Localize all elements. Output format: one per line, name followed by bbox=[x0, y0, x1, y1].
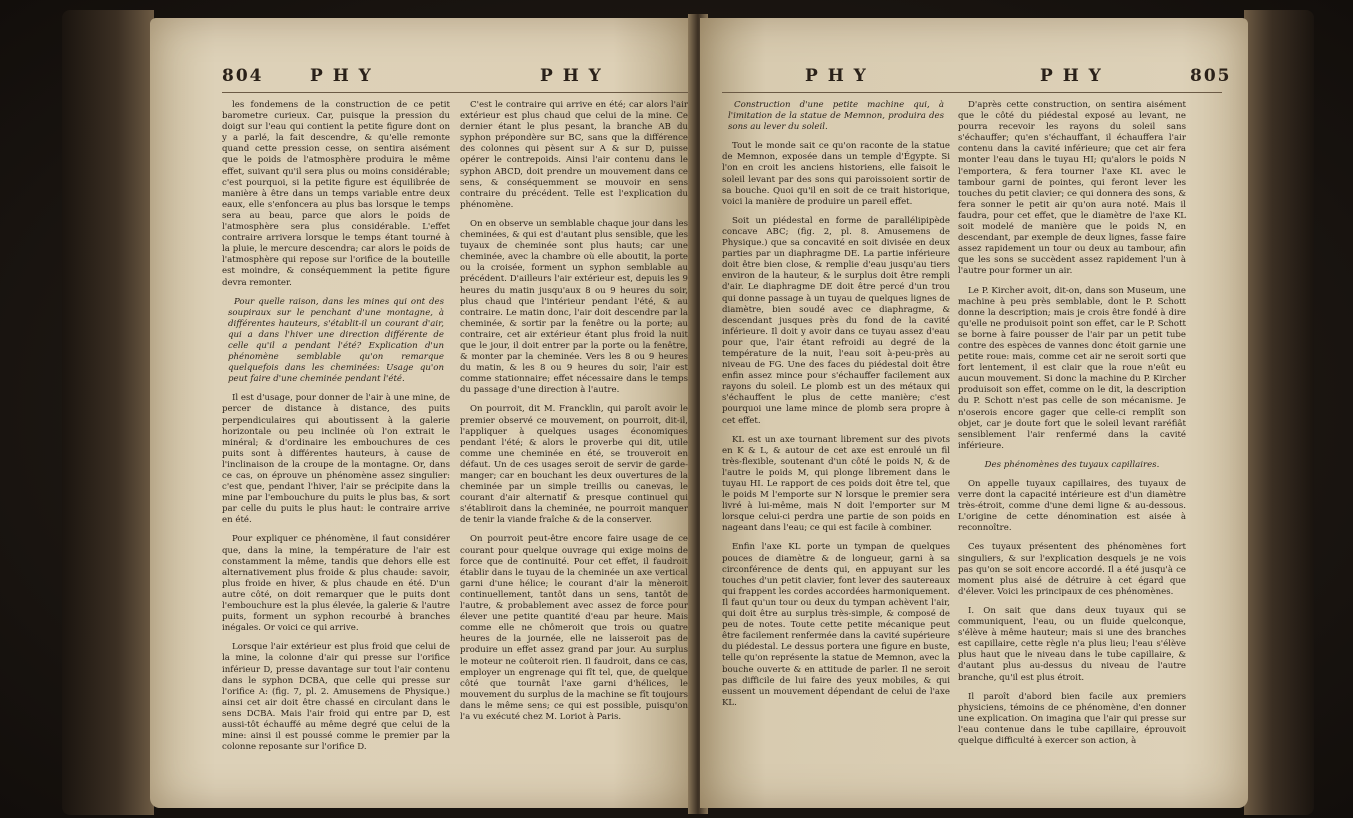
paragraph: I. On sait que dans deux tuyaux qui se communiquent, l'eau, ou un fluide quelconque, s'élève à même hauteur; mais si une des branches est capillaire, cette règle n'a plus lieu; l'eau s'élève plus haut que le niveau dans le tube capillaire, & d'autant plus au-dessus du niveau de l'autre branche, qu'il est plus étroit. bbox=[958, 605, 1186, 683]
paragraph: On pourroit, dit M. Francklin, qui paroît avoir le premier observé ce mouvement, on pourroit, dit-il, l'appliquer à quelques usages économiques pendant l'été; & alors le proverbe qui dit, utile comme une cheminée en été, se trouveroit en défaut. Un de ces usages seroit de servir de garde-manger; car en bouchant les deux ouvertures de la cheminée par un simple treillis ou canevas, le courant d'air alternatif & presque continuel qui s'établiroit dans la cheminée, ne pourroit manquer de tenir la viande fraîche & de la conserver. bbox=[460, 404, 688, 526]
left-page-number: 804 bbox=[222, 66, 264, 86]
paragraph: Le P. Kircher avoit, dit-on, dans son Museum, une machine à peu près semblable, dont le P. Schott donne la description; mais je crois être fondé à dire qu'elle ne produisoit point son effet, car le P. Schott se borne à faire pousser de l'air par un petit tube contre des espèces de vannes donc étoit garnie une petite roue: mais, comme cet air ne seroit sorti que fort lentement, il est clair que la roue n'eût eu aucun mouvement. Si donc la machine du P. Kircher produisoit son effet, comme on le dit, la description du P. Schott n'est pas celle de son mécanisme. Je n'oserois encore gager que celle-ci remplît son objet, car je doute fort que le soleil levant raréfiât sensiblement l'air renfermé dans la cavité inférieure. bbox=[958, 285, 1186, 451]
paragraph: Ces tuyaux présentent des phénomènes fort singuliers, & sur l'explication desquels je ne vois pas qu'on se soit encore accordé. Il a été jusqu'à ce moment plus aisé de détruire à cet égard que d'élever. Voici les principaux de ces phénomènes. bbox=[958, 542, 1186, 597]
paragraph: les fondemens de la construction de ce petit barometre curieux. Car, puisque la pression du doigt sur l'eau qui contient la petite figure dont on y a parlé, la fait descendre, & qu'elle remonte quand cette pression cesse, on sentira aisément que le poids de l'atmosphère produira le même effet, suivant qu'il sera plus ou moins considérable; c'est pourquoi, si la petite figure est équilibrée de manière à être dans un temps variable entre deux eaux, elle s'enfoncera au plus bas lorsque le temps sera au beau, parce que alors le poids de l'atmosphère sera plus considérable. L'effet contraire arrivera lorsque le temps étant tourné à la pluie, le mercure descendra; car alors le poids de l'atmosphère qui repose sur l'orifice de la bouteille est moindre, & conséquemment la petite figure devra remonter. bbox=[222, 100, 450, 288]
right-running-head bbox=[700, 66, 1248, 92]
paragraph: Il paroît d'abord bien facile aux premiers physiciens, témoins de ce phénomène, d'en donner une explication. On imagina que l'air qui presse sur l'eau contenue dans le tube capillaire, éprouvoit quelque difficulté à exercer son action, à bbox=[958, 691, 1186, 746]
right-head-rule bbox=[722, 92, 1222, 93]
left-page-edges bbox=[62, 10, 154, 815]
paragraph: Il est d'usage, pour donner de l'air à une mine, de percer de distance à distance, des puits perpendiculaires qui aboutissent à la galerie horizontale ou peu inclinée où l'on extrait le minéral; & d'ordinaire les embouchures de ces puits sont à différentes hauteurs, à cause de l'inclinaison de la croupe de la montagne. Or, dans ce cas, on éprouve un phénomène assez singulier: c'est que, pendant l'hiver, l'air se précipite dans la mine par l'embouchure du puits le plus bas, & sort par celle du puits le plus haut: le contraire arrive en été. bbox=[222, 393, 450, 526]
right-column-1 bbox=[722, 100, 950, 717]
paragraph: KL est un axe tournant librement sur des pivots en K & L, & autour de cet axe est enroulé un fil très-flexible, soutenant d'un côté le poids N, & de l'autre le poids M, qui plonge librement dans le tuyau HI. Le rapport de ces poids doit être tel, que le poids M l'emporte sur N lorsque le premier sera livré à lui-même, mais N doit l'emporter sur M lorsque celui-ci perdra une partie de son poids en nageant dans l'eau; ce qui est facile à combiner. bbox=[722, 434, 950, 534]
paragraph: Tout le monde sait ce qu'on raconte de la statue de Memnon, exposée dans un temple d'Égypte. Si l'on en croit les anciens historiens, elle faisoit le soleil levant par des sons qui paroissoient sortir de sa bouche. Quoi qu'il en soit de ce trait historique, voici la manière de produire un pareil effet. bbox=[722, 141, 950, 207]
right-page-number: 805 bbox=[1190, 66, 1232, 86]
right-head-word-2: P H Y bbox=[1040, 66, 1103, 86]
left-head-rule bbox=[222, 92, 688, 93]
paragraph: On appelle tuyaux capillaires, des tuyaux de verre dont la capacité intérieure est d'un diamètre très-étroit, comme d'une demi ligne & au-dessous. L'origine de cette dénomination est aisée à reconnoître. bbox=[958, 479, 1186, 534]
left-running-head bbox=[150, 66, 695, 92]
right-page-edges bbox=[1244, 10, 1314, 815]
section-heading: Construction d'une petite machine qui, à l'imitation de la statue de Memnon, produira des sons au lever du soleil. bbox=[728, 100, 944, 133]
paragraph: D'après cette construction, on sentira aisément que le côté du piédestal exposé au levant, ne pourra recevoir les rayons du soleil sans s'échauffer; qu'en s'échauffant, il échauffera l'air contenu dans la cavité inférieure; que cet air fera monter l'eau dans le tuyau HI; qu'alors le poids N l'emportera, & fera tourner l'axe KL avec le tambour garni de pointes, qui feront lever les touches du petit clavier; ce qui donnera des sons, & fera sonner le petit air qu'on aura noté. Mais il faudra, pour cet effet, que le diamètre de l'axe KL soit modelé de manière que le poids N, en descendant, par exemple de deux lignes, fasse faire assez rapidement un tour ou deux au tambour, afin que les sons se succèdent assez rapidement l'un à l'autre pour former un air. bbox=[958, 100, 1186, 277]
left-column-2 bbox=[460, 100, 688, 731]
section-heading: Des phénomènes des tuyaux capillaires. bbox=[984, 459, 1160, 470]
paragraph: On en observe un semblable chaque jour dans les cheminées, & qui est d'autant plus sensible, que les tuyaux de cheminée sont plus hauts; car une cheminée, avec la chambre où elle aboutit, la porte ou la croisée, forment un syphon semblable au précédent. D'ailleurs l'air extérieur est, depuis les 9 heures du matin jusqu'aux 8 ou 9 heures du soir, plus chaud que l'intérieur pendant l'été, & au contraire. Le matin donc, l'air doit descendre par la cheminée, & sortir par la fenêtre ou la porte; au contraire, cet air extérieur étant plus froid la nuit que le jour, il doit entrer par la porte ou la fenêtre, & monter par la cheminée. Vers les 8 ou 9 heures du matin, & les 8 ou 9 heures du soir, l'air est comme stationnaire; effet nécessaire dans le temps du passage d'une direction à l'autre. bbox=[460, 218, 688, 396]
paragraph: On pourroit peut-être encore faire usage de ce courant pour quelque ouvrage qui exige moins de force que de continuité. Pour cet effet, il faudroit établir dans le tuyau de la cheminée un axe vertical garni d'une hélice; le courant d'air la mèneroit continuellement, tantôt dans un sens, tantôt de l'autre, & probablement avec assez de force pour élever une petite quantité d'eau par heure. Mais comme elle ne chômeroit que trois ou quatre heures de la journée, elle ne laisseroit pas de produire un effet assez grand par jour. Au surplus le moteur ne coûteroit rien. Il faudroit, dans ce cas, employer un engrenage qui fît tel, que, de quelque côté que tournât l'axe garni d'hélices, le mouvement du surplus de la machine se fît toujours dans le même sens; ce qui est possible, puisqu'on l'a vu exécuté chez M. Loriot à Paris. bbox=[460, 534, 688, 722]
left-head-word-2: P H Y bbox=[540, 66, 603, 86]
paragraph: Lorsque l'air extérieur est plus froid que celui de la mine, la colonne d'air qui presse sur l'orifice inférieur D, presse davantage sur tout l'air contenu dans le syphon DCBA, que celle qui presse sur l'orifice A: (fig. 7, pl. 2. Amusemens de Physique.) ainsi cet air doit être chassé en circulant dans le sens DCBA. Mais l'air froid qui entre par D, est aussi-tôt échauffé au même degré que celui de la mine: ainsi il est poussé comme le premier par la colonne reposante sur l'orifice D. bbox=[222, 642, 450, 753]
left-column-1 bbox=[222, 100, 450, 761]
right-page bbox=[700, 18, 1248, 808]
right-column-2 bbox=[958, 100, 1186, 755]
left-head-word-1: P H Y bbox=[310, 66, 373, 86]
right-head-word-1: P H Y bbox=[805, 66, 868, 86]
section-heading: Pour quelle raison, dans les mines qui ont des soupiraux sur le penchant d'une montagne, à différentes hauteurs, s'établit-il un courant d'air, qui a dans l'hiver une direction différente de celle qu'il a pendant l'été? Explication d'un phénomène semblable qu'on remarque quelquefois dans les cheminées: Usage qu'on peut faire d'une cheminée pendant l'été. bbox=[228, 296, 444, 385]
paragraph: C'est le contraire qui arrive en été; car alors l'air extérieur est plus chaud que celui de la mine. Ce dernier étant le plus pesant, la branche AB du syphon prépondère sur BC, sans que la différence des colonnes qui pèsent sur A & sur D, puisse opérer le contrepoids. Ainsi l'air contenu dans le syphon ABCD, doit prendre un mouvement dans ce sens, & conséquemment se mouvoir en sens contraire du précédent. Telle est l'explication du phénomène. bbox=[460, 100, 688, 210]
paragraph: Enfin l'axe KL porte un tympan de quelques pouces de diamètre & de longueur, garni à sa circonférence de dents qui, en appuyant sur les touches d'un petit clavier, font lever des sautereaux qui frappent les cordes accordées harmoniquement. Il faut qu'un tour ou deux du tympan achèvent l'air, qui doit être au surplus très-simple, & composé de peu de notes. Toute cette petite mécanique peut être facilement renfermée dans la cavité supérieure du piédestal. Le dessus portera une figure en buste, telle qu'on représente la statue de Memnon, avec la bouche ouverte & en attitude de parler. Il ne seroit pas difficile de lui faire des yeux mobiles, & qui eussent un mouvement dépendant de celui de l'axe KL. bbox=[722, 542, 950, 708]
paragraph: Pour expliquer ce phénomène, il faut considérer que, dans la mine, la température de l'air est constamment la même, tandis que dehors elle est alternativement plus froide & plus chaude: savoir, plus froide en hiver, & plus chaude en été. D'un autre côté, on doit remarquer que le puits dont l'embouchure est la plus élevée, la galerie & l'autre puits, forment un syphon recourbé à branches inégales. Or voici ce qui arrive. bbox=[222, 534, 450, 634]
paragraph: Soit un piédestal en forme de parallélipipède concave ABC; (fig. 2, pl. 8. Amusemens de Physique.) que sa concavité en soit divisée en deux parties par un diaphragme DE. La partie inférieure doit être bien close, & remplie d'eau jusqu'au tiers environ de la hauteur, & le surplus doit être rempli d'air. Le diaphragme DE doit être percé d'un trou qui donne passage à un tuyau de quelques lignes de diamètre, bien soudé avec ce diaphragme, & descendant jusques près du fond de la cavité inférieure. Il doit y avoir dans ce tuyau assez d'eau pour que, l'air étant refroidi au degré de la température de la nuit, l'eau soit à-peu-près au niveau de FG. Une des faces du piédestal doit être enfin assez mince pour s'échauffer facilement aux rayons du soleil. Le plomb est un des métaux qui s'échauffent le plus de cette manière; c'est pourquoi une lame mince de plomb sera propre à cet effet. bbox=[722, 215, 950, 426]
left-page bbox=[150, 18, 695, 808]
